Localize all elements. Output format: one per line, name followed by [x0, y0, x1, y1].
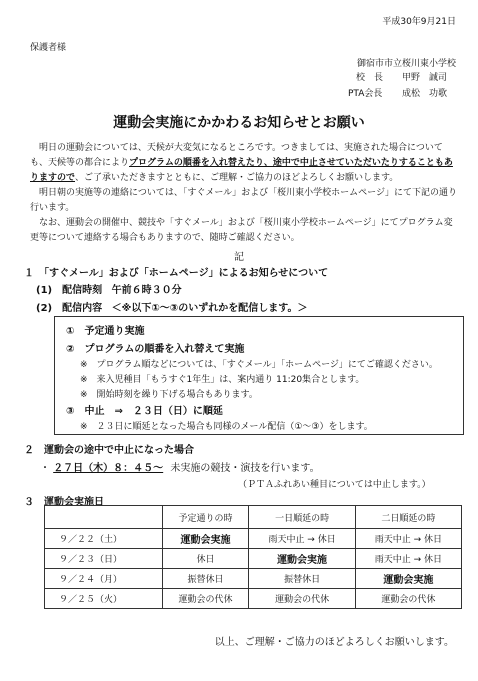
resume-date: ２７日（木）８：４５～: [53, 463, 164, 474]
option-2-note-1: ※ プログラム順などについては、「すぐメール」「ホームページ」にてご確認ください。: [80, 360, 438, 370]
section2-bullet: [40, 459, 320, 474]
intro-paragraph-1: [30, 141, 460, 186]
section1-item1: [36, 281, 182, 296]
document-date: 平成30年9月21日: [382, 17, 456, 27]
cell: 雨天中止 → 休日: [355, 529, 461, 549]
table-row: [45, 529, 462, 549]
cell: 雨天中止 → 休日: [249, 529, 355, 549]
schedule-header-row: [45, 506, 462, 529]
section1-heading: １ 「すぐメール」および「ホームページ」によるお知らせについて: [24, 268, 329, 279]
option-2-note-3: ※ 開始時刻を繰り下げる場合もあります。: [80, 390, 258, 400]
cell: 運動会実施: [249, 549, 355, 569]
option-2-note-2: ※ 来入児種目「もうすぐ1年生」は、案内通り 11:20集合とします。: [80, 375, 365, 385]
intro-p2: 明日朝の実施等の連絡については、「すぐメール」および「桜川東小学校ホームページ」にて下記の通り行います。: [30, 188, 457, 213]
option-3: ③ 中止 ⇒ ２３日（日）に順延: [66, 406, 223, 417]
bullet-icon: ・: [40, 463, 50, 474]
cell: 運動会実施: [355, 569, 461, 589]
closing-line: 以上、ご理解・ご協力のほどよろしくお願いします。: [214, 637, 454, 648]
header-blank: [45, 506, 163, 529]
delivery-content-value: ＜※以下①～③のいずれかを配信します。＞: [111, 303, 308, 314]
header-as-planned: 予定通りの時: [162, 506, 249, 529]
intro-p3: なお、運動会の開催中、競技や「すぐメール」および「桜川東小学校ホームページ」にてプログラム変更等について連絡する場合もありますので、随時ご確認ください。: [30, 218, 453, 243]
cell: 雨天中止 → 休日: [355, 549, 461, 569]
cell: 運動会の代休: [162, 589, 249, 609]
pta-title: PTA会長: [348, 89, 383, 99]
pta-name: 成松 功歌: [402, 89, 448, 99]
cell: 振替休日: [249, 569, 355, 589]
row-date: ９／２３（日）: [45, 549, 163, 569]
principal-name: 甲野 誠司: [402, 73, 448, 83]
section2-sub-note: （ＰＴＡふれあい種目については中止します。）: [238, 480, 431, 490]
header-one-day-delay: 一日順延の時: [249, 506, 355, 529]
school-name: 御宿市市立桜川東小学校: [356, 59, 456, 69]
cell: 振替休日: [162, 569, 249, 589]
section1-item2: [36, 299, 307, 314]
intro-p1-highlight: プログラムの順番を入れ替えたり、途中で中止させていただいたりすることもありますので: [30, 158, 453, 183]
table-row: [45, 569, 462, 589]
table-row: [45, 549, 462, 569]
row-date: ９／２５（火）: [45, 589, 163, 609]
cell: 休日: [162, 549, 249, 569]
row-date: ９／２２（土）: [45, 529, 163, 549]
cell: 運動会実施: [162, 529, 249, 549]
section2-heading: ２ 運動会の途中で中止になった場合: [24, 445, 194, 456]
cell: 運動会の代休: [355, 589, 461, 609]
intro-p1-c: 、ご了承いただきますとともに、ご理解・ご協力のほどよろしくお願いします。: [75, 173, 399, 183]
option-3-note: ※ ２３日に順延となった場合も同様のメール配信（①～③）をします。: [80, 422, 373, 432]
table-row: [45, 589, 462, 609]
document-title: 運動会実施にかかわるお知らせとお願い: [113, 115, 365, 131]
option-2: ② プログラムの順番を入れ替えて実施: [66, 344, 245, 355]
option-1: ① 予定通り実施: [66, 326, 145, 337]
ki-mark: 記: [234, 252, 244, 263]
principal-title: 校 長: [356, 73, 384, 83]
addressee: 保護者様: [30, 43, 67, 53]
header-two-day-delay: 二日順延の時: [355, 506, 461, 529]
intro-paragraph-3: [30, 216, 460, 246]
intro-paragraph-2: [30, 186, 460, 216]
schedule-table: [44, 505, 462, 609]
cell: 運動会の代休: [249, 589, 355, 609]
resume-text: 未実施の競技・演技を行います。: [170, 463, 320, 474]
delivery-time-value: 午前６時３０分: [111, 285, 182, 296]
row-date: ９／２４（月）: [45, 569, 163, 589]
delivery-content-label: (2) 配信内容: [36, 303, 103, 314]
delivery-time-label: (1) 配信時刻: [36, 285, 103, 296]
section3-heading: ３ 運動会実施日: [24, 497, 104, 508]
intro-p1-a: 明日の運動会については、天候が大変気になるところです。つきましては、実施された場合についても、天候等の都合により: [30, 143, 443, 168]
